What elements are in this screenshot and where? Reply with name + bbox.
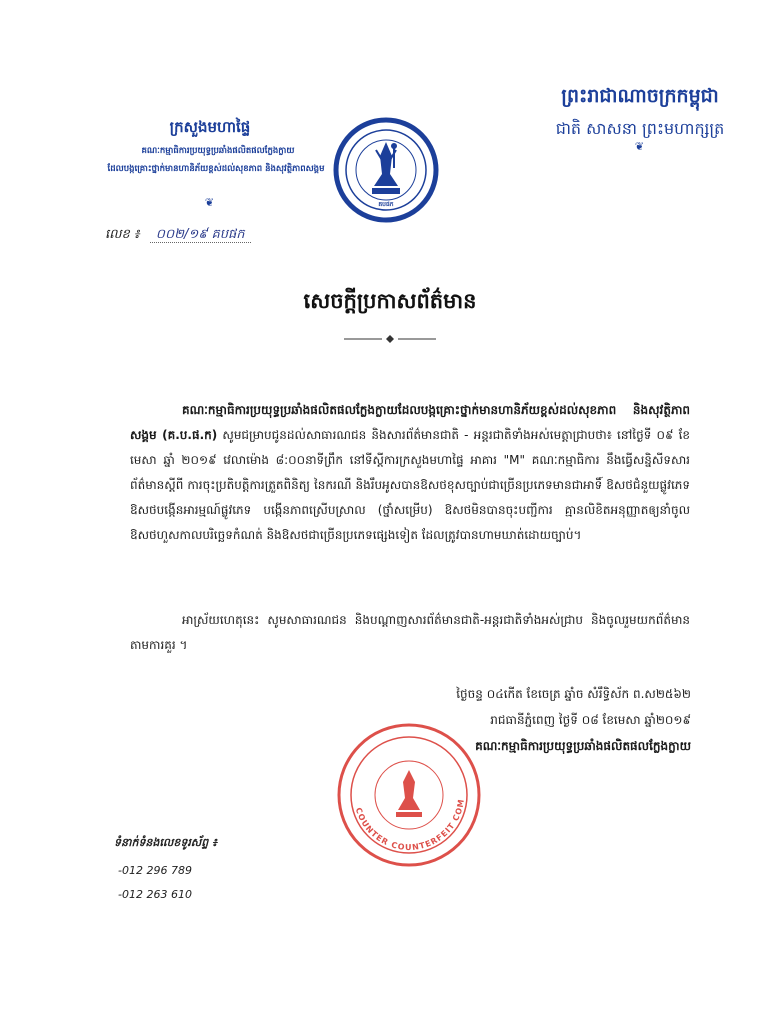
- reference-label: លេខ ៖: [105, 227, 140, 242]
- announcement-body: សូមជម្រាបជូនដល់សាធារណជន និងសារព័ត៌មានជាតិ - អន្តរជាតិទាំងអស់មេត្តាជ្រាបថា៖ នៅថ្ងៃទី ០៩ ខែ មេសា ឆ្នាំ ២០១៩ វេលាម៉ោង ៨:០០នាទីព្រឹក នៅទីស្តីការក្រសួងមហាផ្ទៃ អាគារ "M" គណៈកម្មាធិការ នឹងធ្វើសន្និសីទសារព័ត៌មានស្តីពី ការចុះប្រតិបត្តិការត្រួតពិនិត្យ នៃករណី និងរឹបអូសបានឱសថខុសច្បាប់ជាច្រើនប្រភេទមានជាអាទិ៍ ឱសថជំនួយផ្លូវភេទ ឱសថបង្កើនអារម្មណ៍ផ្លូវភេទ បង្កើនភាពស្រើបស្រាល (ថ្នាំសម្រើប) ឱសថមិនបានចុះបញ្ជីការ គ្មានលិខិតអនុញ្ញាតឲ្យនាំចូល ឱសថហួសកាលបរិច្ឆេទកំណត់ និងឱសថជាច្រើនប្រភេទផ្សេងទៀត ដែលត្រូវបានហាមឃាត់ដោយច្បាប់។: [130, 428, 690, 542]
- stamp-text: COUNTER COUNTERFEIT COM: [353, 797, 467, 852]
- announcement-paragraph: [130, 398, 690, 548]
- contact-label: ទំនាក់ទំនងលេខទូរស័ព្ទ ៖: [114, 836, 217, 849]
- announcement-lead: គណៈកម្មាធិការប្រយុទ្ធប្រឆាំងផលិតផលក្លែងក្លាយដែលបង្កគ្រោះថ្នាក់មានហានិភ័យខ្ពស់ដល់សុខភាព និងសុវត្ថិភាពសង្គម (គ.ប.ផ.ក): [130, 403, 690, 442]
- closing-paragraph: [130, 608, 690, 658]
- kingdom-motto: ជាតិ សាសនា ព្រះមហាក្សត្រ: [555, 119, 725, 138]
- svg-text:COUNTER COUNTERFEIT COMMITTEE: [334, 720, 466, 852]
- title-divider: [340, 334, 440, 344]
- reference-value: ០០២/១៩ គបផក: [150, 227, 251, 243]
- kingdom-ornament: ❦: [634, 140, 646, 153]
- committee-name-line1: គណៈកម្មាធិការប្រយុទ្ធប្រឆាំងផលិតផលក្លែងក្លាយ: [141, 146, 295, 156]
- closing-text: អាស្រ័យហេតុនេះ សូមសាធារណជន និងបណ្តាញសារព័ត៌មានជាតិ-អន្តរជាតិទាំងអស់ជ្រាប និងចូលរួមយកព័ត៌មានតាមការគួរ ។: [130, 613, 690, 652]
- ministry-name: ក្រសួងមហាផ្ទៃ: [169, 118, 251, 136]
- committee-name-line2: ដែលបង្កគ្រោះថ្នាក់មានហានិភ័យខ្ពស់ដល់សុខភាព និងសុវត្ថិភាពសង្គម: [107, 164, 325, 174]
- document-title: សេចក្តីប្រកាសព័ត៌មាន: [303, 289, 477, 313]
- stamp-icon: [334, 720, 484, 870]
- lunar-date: ថ្ងៃចន្ទ ០៤កើត ខែចេត្រ ឆ្នាំច សំរឹទ្ធិស័ក ព.ស២៥៦២: [456, 687, 691, 701]
- phone-number-1: -012 296 789: [118, 864, 192, 877]
- signatory-committee: គណៈកម្មាធិការប្រយុទ្ធប្រឆាំងផលិតផលក្លែងក្លាយ: [475, 739, 691, 753]
- kingdom-title: ព្រះរាជាណាចក្រកម្ពុជា: [561, 85, 719, 107]
- ministry-ornament: ❦: [204, 196, 216, 209]
- reference-number: [105, 226, 285, 245]
- committee-emblem: [332, 116, 440, 224]
- official-stamp: [334, 720, 484, 870]
- phone-number-2: -012 263 610: [118, 888, 192, 901]
- solar-date: រាជធានីភ្នំពេញ ថ្ងៃទី ០៨ ខែមេសា ឆ្នាំ២០១៩: [490, 713, 691, 727]
- emblem-short-label: គបផក: [378, 201, 394, 208]
